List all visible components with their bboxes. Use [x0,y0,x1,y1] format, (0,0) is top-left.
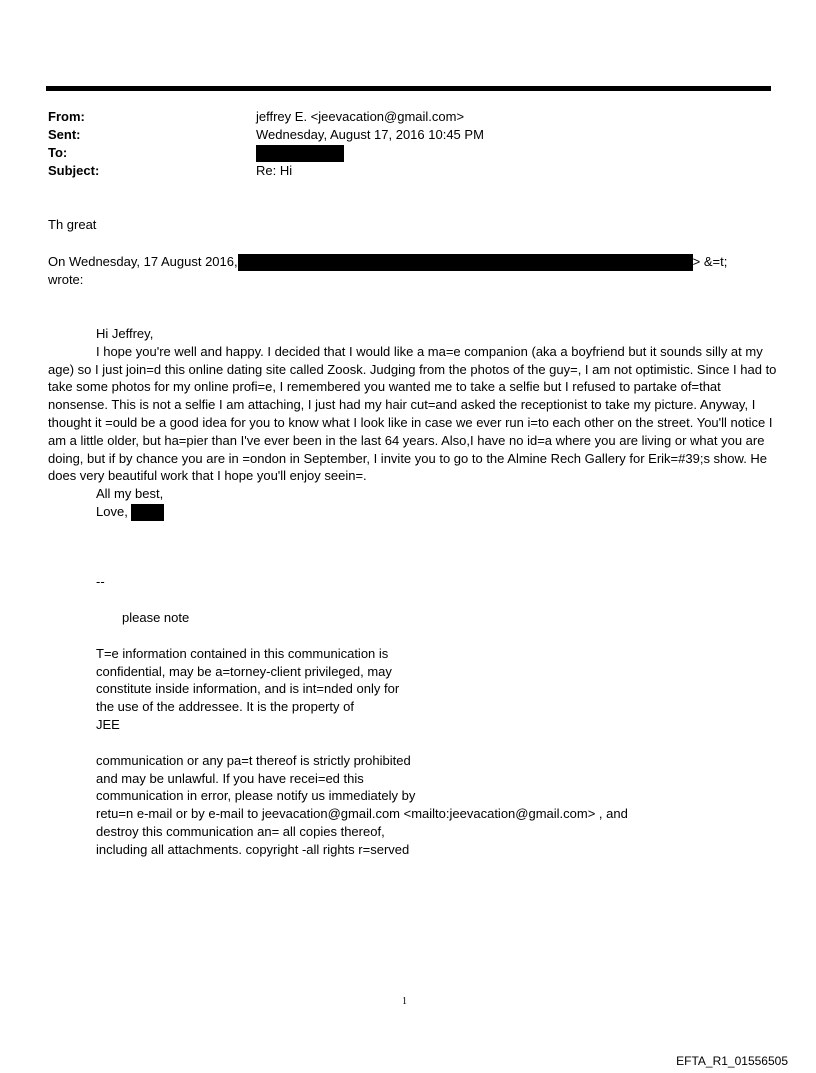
redaction-box [131,504,164,521]
from-value: jeffrey E. <jeevacation@gmail.com> [256,109,465,124]
quote-intro-wrote: wrote: [48,272,84,287]
quote-intro-start: On Wednesday, 17 August 2016, [48,254,238,269]
redaction-box [256,145,344,162]
quote-intro-end: > &=t; [692,254,728,269]
to-label: To: [48,145,68,160]
disclaimer-line: the use of the addressee. It is the property of [96,699,354,715]
please-note: please note [122,610,190,625]
disclaimer-line: confidential, may be a=torney-client privileged, may [96,663,392,679]
disclaimer-line: JEE [96,716,120,732]
from-label: From: [48,109,85,124]
redaction-box [238,254,693,271]
disclaimer-part-1 [96,645,399,734]
disclaimer-line: and may be unlawful. If you have recei=ed this [96,770,364,786]
quoted-message [48,325,778,521]
disclaimer-line: communication in error, please notify us immediately by [96,788,416,804]
signoff-love [48,503,778,521]
quote-intro-line [48,253,727,271]
signoff-best: All my best, [96,486,164,502]
signoff-love-text: Love, [96,503,128,519]
disclaimer-line: constitute inside information, and is int=nded only for [96,681,400,697]
subject-value: Re: Hi [256,163,293,178]
page-number: 1 [402,996,407,1007]
greeting: Hi Jeffrey, [96,326,154,341]
disclaimer-line: T=e information contained in this communication is [96,646,389,661]
disclaimer-line: communication or any pa=t thereof is strictly prohibited [96,753,411,768]
header-rule [46,86,771,91]
bates-number: EFTA_R1_01556505 [676,1054,788,1068]
sent-label: Sent: [48,127,81,142]
disclaimer-line: including all attachments. copyright -all rights r=served [96,841,410,857]
disclaimer-line: retu=n e-mail or by e-mail to jeevacation@gmail.com <mailto:jeevacation@gmail.com> , and [96,806,628,822]
reply-text: Th great [48,217,97,232]
to-value [256,144,344,162]
subject-label: Subject: [48,163,100,178]
message-body: I hope you're well and happy. I decided that I would like a ma=e companion (aka a boyfriend but it sounds silly at my age) so I just join=d this online dating site called Zoosk. Judging from the photos of the guy=, I am not optimistic. Since I had to take some photos for my online profi=e, I remembered you wanted me to take a selfie but I refused to partake of=that nonsense. This is not a selfie I am attaching, I just had my hair cut=and asked the receptionist to take my picture. Anyway, I thought it =ould be a good idea for you to know what I look like in case we ever run i=to each other on the street. You'll notice I am a little older, but ha=pier than I've ever been in the last 64 years. Also,I have no id=a where you are living or what you are doing, but if by chance you are in =ondon in September, I invite you to go to the Almine Rech Gallery for Erik=#39;s show. He does very beautiful work that I hope you'll enjoy seein=. [48,343,777,484]
sent-value: Wednesday, August 17, 2016 10:45 PM [256,127,484,142]
disclaimer-line: destroy this communication an= all copies thereof, [96,823,385,839]
signature-dashes: -- [96,574,105,589]
disclaimer-part-2 [96,752,628,858]
